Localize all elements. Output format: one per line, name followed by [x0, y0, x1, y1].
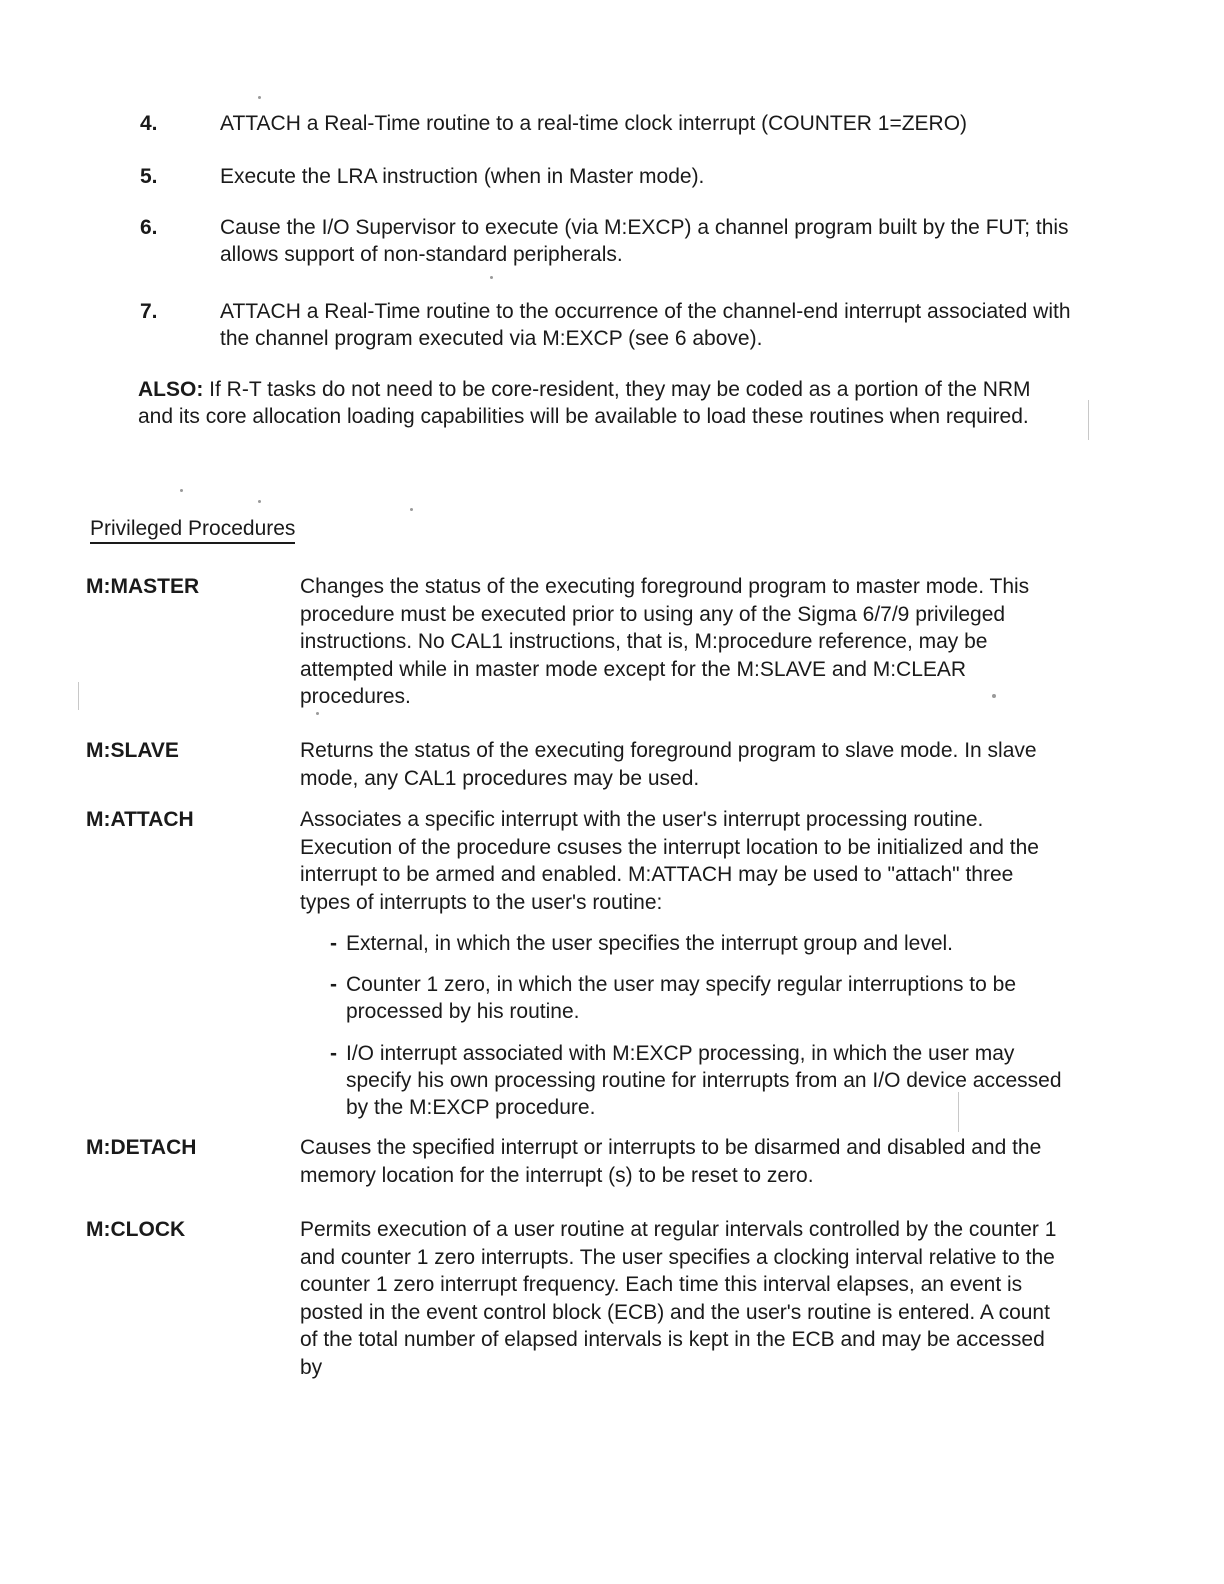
- also-note: [138, 376, 1038, 430]
- item-number: 6.: [140, 216, 158, 239]
- scan-line: [78, 682, 79, 710]
- item-text: Execute the LRA instruction (when in Master mode).: [220, 165, 705, 188]
- scan-speck: [258, 500, 261, 503]
- also-lead: ALSO:: [138, 378, 204, 401]
- procedure-description: Causes the specified interrupt or interrupts to be disarmed and disabled and the memory location for the interrupt (s) to be reset to zero.: [300, 1136, 1042, 1187]
- scan-line: [1088, 400, 1089, 440]
- attach-type-text: Counter 1 zero, in which the user may specify regular interruptions to be processed by his routine.: [346, 973, 1017, 1023]
- scan-speck: [316, 712, 319, 715]
- also-text: If R-T tasks do not need to be core-resident, they may be coded as a portion of the NRM and its core allocation loading capabilities will be available to load these routines when required.: [138, 378, 1031, 428]
- scan-speck: [410, 508, 413, 511]
- procedure-description: Changes the status of the executing foreground program to master mode. This procedure must be executed prior to using any of the Sigma 6/7/9 privileged instructions. No CAL1 instructions, that is, M:procedure reference, may be attempted while in master mode except for the M:SLAVE and M:CLEAR procedures.: [300, 575, 1030, 708]
- bullet-dash: -: [330, 1042, 337, 1065]
- scan-speck: [180, 489, 183, 492]
- item-text: ATTACH a Real-Time routine to the occurrence of the channel-end interrupt associated with the channel program executed via M:EXCP (see 6 above).: [220, 300, 1071, 350]
- item-number: 7.: [140, 300, 158, 323]
- procedure-description: Associates a specific interrupt with the user's interrupt processing routine. Execution of the procedure csuses the interrupt location to be initialized and the interrupt to be armed and enabled. M:ATTACH may be used to "attach" three types of interrupts to the user's routine:: [300, 808, 1039, 914]
- item-text: ATTACH a Real-Time routine to a real-time clock interrupt (COUNTER 1=ZERO): [220, 112, 968, 135]
- attach-type-text: I/O interrupt associated with M:EXCP processing, in which the user may specify his own processing routine for interrupts from an I/O device accessed by the M:EXCP procedure.: [346, 1042, 1062, 1119]
- procedure-name: M:MASTER: [86, 575, 200, 598]
- attach-type-text: External, in which the user specifies the interrupt group and level.: [346, 932, 954, 955]
- bullet-dash: -: [330, 973, 337, 996]
- item-number: 5.: [140, 165, 158, 188]
- item-number: 4.: [140, 112, 158, 135]
- procedure-description: Returns the status of the executing foreground program to slave mode. In slave mode, any CAL1 procedures may be used.: [300, 739, 1037, 790]
- item-text: Cause the I/O Supervisor to execute (via M:EXCP) a channel program built by the FUT; this allows support of non-standard peripherals.: [220, 216, 1069, 266]
- procedure-name: M:SLAVE: [86, 739, 179, 762]
- scan-speck: [258, 96, 261, 99]
- procedure-name: M:DETACH: [86, 1136, 197, 1159]
- scan-speck: [490, 276, 493, 279]
- section-heading: Privileged Procedures: [90, 517, 295, 544]
- procedure-name: M:CLOCK: [86, 1218, 186, 1241]
- procedure-description: Permits execution of a user routine at regular intervals controlled by the counter 1 and counter 1 zero interrupts. The user specifies a clocking interval relative to the counter 1 zero interrupt frequency. Each time this interval elapses, an event is posted in the event control block (ECB) and the user's routine is entered. A count of the total number of elapsed intervals is kept in the ECB and may be accessed by: [300, 1218, 1057, 1379]
- bullet-dash: -: [330, 932, 337, 955]
- procedure-name: M:ATTACH: [86, 808, 194, 831]
